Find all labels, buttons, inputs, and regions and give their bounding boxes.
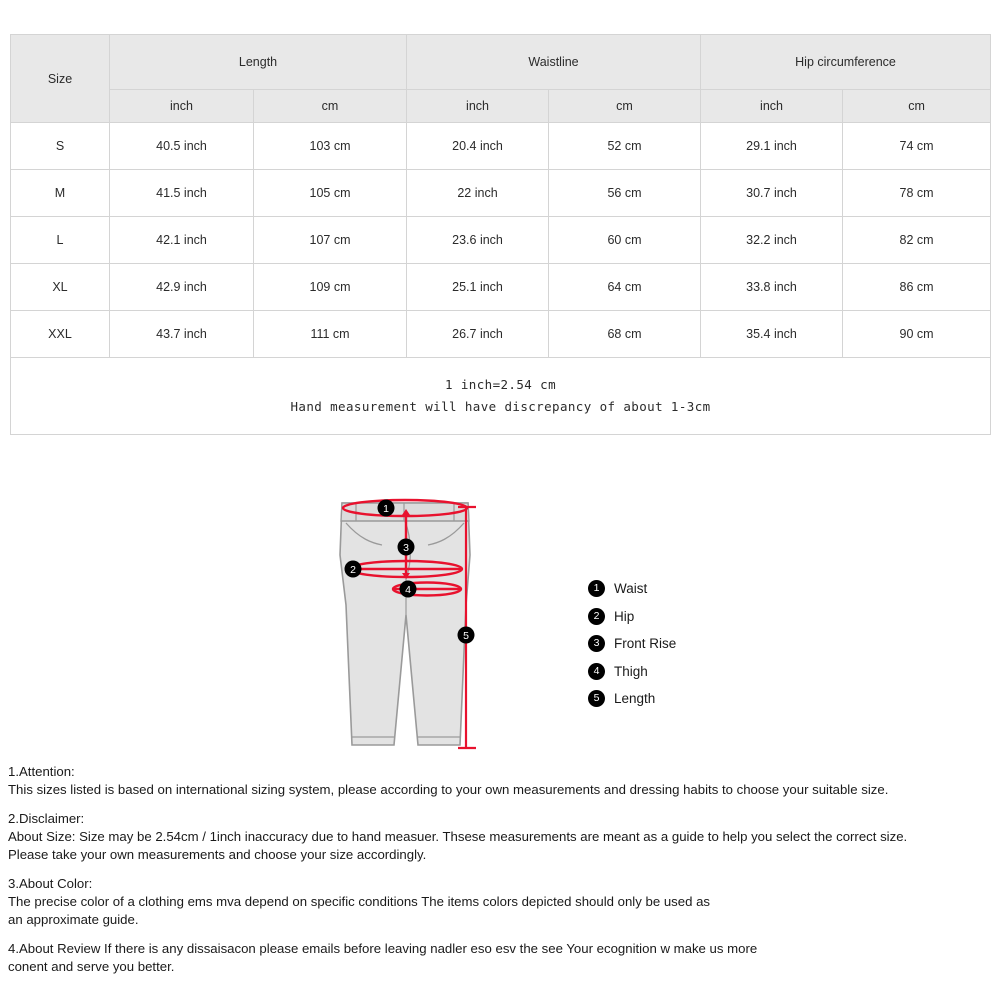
cell-size: L xyxy=(11,217,110,264)
legend-marker-3-icon: 3 xyxy=(588,635,605,652)
svg-text:3: 3 xyxy=(403,542,409,554)
cell-length-inch: 41.5 inch xyxy=(110,170,254,217)
cell-hip-inch: 35.4 inch xyxy=(701,311,843,358)
footnote-discrepancy: Hand measurement will have discrepancy of about 1-3cm xyxy=(290,399,711,414)
cell-hip-cm: 82 cm xyxy=(843,217,991,264)
note-review-body-2: conent and serve you better. xyxy=(8,958,175,974)
subheader-hip-inch: inch xyxy=(701,90,843,123)
table-row xyxy=(11,311,991,358)
cell-hip-inch: 33.8 inch xyxy=(701,264,843,311)
note-disclaimer-title: 2.Disclaimer: xyxy=(8,810,85,826)
legend-label-length: Length xyxy=(614,691,656,707)
table-row xyxy=(11,264,991,311)
cell-waist-cm: 52 cm xyxy=(549,123,701,170)
header-waistline: Waistline xyxy=(407,35,701,90)
legend-item-thigh xyxy=(588,658,808,686)
note-attention-body: This sizes listed is based on international sizing system, please according to your own measurements and dressing habits to choose your suitable size. xyxy=(8,781,889,797)
legend-marker-2-icon: 2 xyxy=(588,608,605,625)
cell-length-inch: 42.9 inch xyxy=(110,264,254,311)
notes-section xyxy=(8,763,993,987)
subheader-hip-cm: cm xyxy=(843,90,991,123)
subheader-waist-cm: cm xyxy=(549,90,701,123)
cell-size: XXL xyxy=(11,311,110,358)
cell-length-inch: 42.1 inch xyxy=(110,217,254,264)
subheader-waist-inch: inch xyxy=(407,90,549,123)
legend-marker-5-icon: 5 xyxy=(588,690,605,707)
size-chart-table-container xyxy=(10,34,990,435)
header-hip-circumference: Hip circumference xyxy=(701,35,991,90)
cell-hip-inch: 30.7 inch xyxy=(701,170,843,217)
cell-hip-cm: 90 cm xyxy=(843,311,991,358)
measurement-diagram xyxy=(0,470,1000,770)
legend-item-front-rise xyxy=(588,630,808,658)
table-header-row xyxy=(11,35,991,90)
note-review-body-1: 4.About Review If there is any dissaisacon please emails before leaving nadler eso esv the see Your ecognition w make us more xyxy=(8,940,758,956)
note-color-body-2: an approximate guide. xyxy=(8,911,139,927)
svg-text:5: 5 xyxy=(463,630,469,642)
size-chart-table xyxy=(10,34,991,435)
table-row xyxy=(11,170,991,217)
legend-marker-4-icon: 4 xyxy=(588,663,605,680)
legend-label-hip: Hip xyxy=(614,608,635,624)
cell-waist-cm: 64 cm xyxy=(549,264,701,311)
cell-hip-cm: 86 cm xyxy=(843,264,991,311)
cell-length-cm: 107 cm xyxy=(254,217,407,264)
table-row xyxy=(11,217,991,264)
cell-hip-cm: 74 cm xyxy=(843,123,991,170)
diagram-legend xyxy=(588,575,808,713)
header-length: Length xyxy=(110,35,407,90)
note-attention xyxy=(8,763,993,799)
table-row xyxy=(11,123,991,170)
footnote-conversion: 1 inch=2.54 cm xyxy=(445,377,556,393)
cell-size: M xyxy=(11,170,110,217)
cell-waist-cm: 68 cm xyxy=(549,311,701,358)
cell-waist-inch: 25.1 inch xyxy=(407,264,549,311)
legend-item-hip xyxy=(588,603,808,631)
table-subheader-row xyxy=(11,90,991,123)
legend-label-front-rise: Front Rise xyxy=(614,636,677,652)
cell-waist-inch: 26.7 inch xyxy=(407,311,549,358)
cell-size: XL xyxy=(11,264,110,311)
svg-text:1: 1 xyxy=(383,503,389,515)
note-color xyxy=(8,875,993,929)
note-color-body-1: The precise color of a clothing ems mva depend on specific conditions The items colors depicted should only be used as xyxy=(8,893,711,909)
cell-length-cm: 103 cm xyxy=(254,123,407,170)
note-review xyxy=(8,940,993,976)
legend-label-waist: Waist xyxy=(614,581,648,597)
cell-waist-cm: 60 cm xyxy=(549,217,701,264)
cell-waist-cm: 56 cm xyxy=(549,170,701,217)
note-disclaimer xyxy=(8,810,993,864)
cell-waist-inch: 23.6 inch xyxy=(407,217,549,264)
cell-size: S xyxy=(11,123,110,170)
svg-text:4: 4 xyxy=(405,584,411,596)
header-size: Size xyxy=(11,35,110,123)
note-color-title: 3.About Color: xyxy=(8,875,93,891)
cell-hip-inch: 32.2 inch xyxy=(701,217,843,264)
subheader-length-cm: cm xyxy=(254,90,407,123)
cell-length-cm: 111 cm xyxy=(254,311,407,358)
note-disclaimer-body-2: Please take your own measurements and choose your size accordingly. xyxy=(8,846,427,862)
cell-length-cm: 109 cm xyxy=(254,264,407,311)
pants-illustration-icon xyxy=(320,495,490,765)
cell-length-inch: 40.5 inch xyxy=(110,123,254,170)
cell-length-inch: 43.7 inch xyxy=(110,311,254,358)
cell-hip-inch: 29.1 inch xyxy=(701,123,843,170)
svg-text:2: 2 xyxy=(350,564,356,576)
cell-length-cm: 105 cm xyxy=(254,170,407,217)
legend-item-length xyxy=(588,685,808,713)
legend-marker-1-icon: 1 xyxy=(588,580,605,597)
cell-waist-inch: 20.4 inch xyxy=(407,123,549,170)
legend-label-thigh: Thigh xyxy=(614,663,648,679)
legend-item-waist xyxy=(588,575,808,603)
table-footnote-cell xyxy=(11,358,991,435)
cell-hip-cm: 78 cm xyxy=(843,170,991,217)
note-attention-title: 1.Attention: xyxy=(8,764,75,779)
cell-waist-inch: 22 inch xyxy=(407,170,549,217)
note-disclaimer-body-1: About Size: Size may be 2.54cm / 1inch inaccuracy due to hand measuer. Thsese measurements are meant as a guide to help you select the correct size. xyxy=(8,828,908,844)
subheader-length-inch: inch xyxy=(110,90,254,123)
table-footnote-row xyxy=(11,358,991,435)
